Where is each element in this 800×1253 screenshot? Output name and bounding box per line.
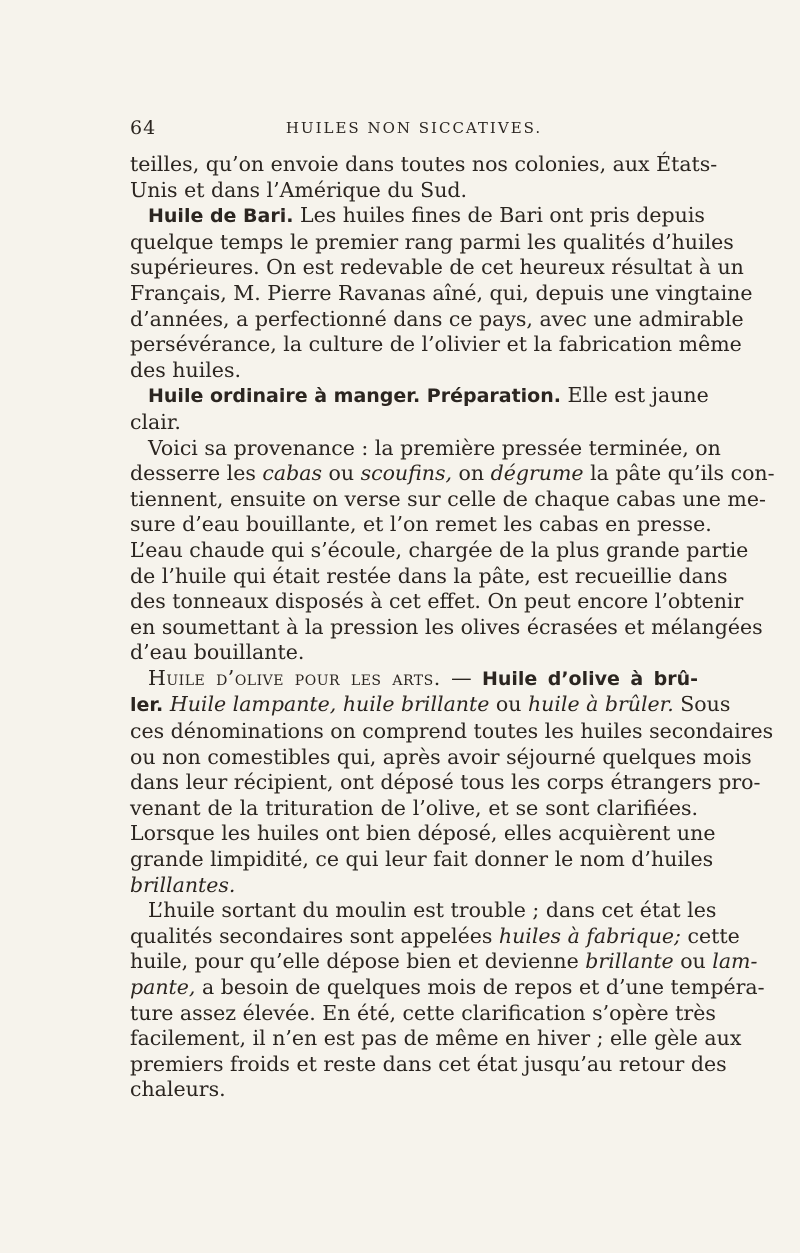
text-run: tiennent, ensuite on verse sur celle de chaque cabas une me- — [130, 486, 766, 511]
bold-heading-run: Huile ordinaire à manger. Préparation. — [148, 385, 561, 408]
text-line — [130, 1026, 742, 1052]
text-run: clair. — [130, 409, 181, 434]
text-run: ou — [321, 461, 361, 486]
text-line — [130, 410, 698, 436]
text-line — [130, 537, 749, 564]
text-line — [130, 898, 717, 924]
text-line — [130, 152, 718, 178]
text-run: ture assez élevée. En été, cette clarification s’opère très — [130, 1000, 716, 1025]
text-run: huile, pour qu’elle dépose bien et devienne — [130, 949, 586, 974]
body-text — [130, 152, 775, 1103]
text-line — [130, 589, 744, 615]
text-run: Elle est jaune — [560, 383, 709, 408]
text-line — [130, 358, 698, 384]
text-line — [130, 719, 774, 745]
text-run: des tonneaux disposés à cet effet. On peut encore l’obtenir — [130, 589, 744, 614]
text-run: qualités secondaires sont appelées — [130, 923, 499, 948]
italic-run: huile à brûler. — [527, 692, 674, 717]
text-line — [130, 666, 698, 693]
text-line — [130, 255, 744, 281]
text-run: en soumettant à la pression les olives écrasées et mélangées — [130, 614, 763, 639]
text-run: desserre les — [130, 461, 263, 486]
text-line — [130, 1051, 727, 1078]
text-line — [130, 1077, 698, 1103]
text-line — [130, 563, 728, 590]
text-run: grande limpidité, ce qui leur fait donner le nom d’huiles — [130, 847, 714, 872]
text-line — [130, 821, 716, 847]
page-header — [130, 117, 698, 147]
text-run: quelque temps le premier rang parmi les qualités d’huiles — [130, 229, 734, 254]
text-run: premiers froids et reste dans cet état jusqu’au retour des — [130, 1051, 727, 1076]
italic-run: scoufins, — [360, 461, 453, 486]
text-run: supérieures. On est redevable de cet heureux résultat à un — [130, 255, 744, 280]
small-caps-run: Huile d’olive pour les arts. — [148, 665, 441, 690]
text-line — [130, 923, 740, 950]
italic-run: cabas — [262, 461, 322, 486]
text-run: persévérance, la culture de l’olivier et la fabrication même — [130, 332, 742, 357]
text-line — [130, 796, 698, 822]
text-line — [130, 744, 752, 771]
text-line — [130, 873, 698, 899]
text-run: Unis et dans l’Amérique du Sud. — [130, 177, 468, 202]
italic-run: brillante — [585, 949, 674, 974]
text-run: des huiles. — [130, 357, 241, 382]
italic-run: pante, — [130, 975, 196, 999]
page-number: 64 — [130, 117, 157, 139]
text-run: d’années, a perfectionné dans ce pays, avec une admirable — [130, 306, 744, 331]
bold-heading-run: ler. — [130, 694, 164, 717]
text-run: on — [452, 461, 491, 486]
bold-heading-run: Huile d’olive à brû- — [481, 667, 699, 690]
text-line — [130, 770, 761, 796]
italic-run: brillantes. — [130, 872, 236, 897]
text-run: Français, M. Pierre Ravanas aîné, qui, depuis une vingtaine — [130, 280, 753, 305]
text-run: d’eau bouillante. — [130, 640, 305, 665]
text-run: ces dénominations on comprend toutes les huiles secondaires — [130, 719, 774, 744]
text-line — [130, 203, 705, 230]
text-line — [130, 614, 763, 641]
text-run: facilement, il n’en est pas de même en hiver ; elle gèle aux — [130, 1026, 742, 1051]
italic-run: Huile lampante, huile brillante — [169, 692, 490, 717]
text-run: L’huile sortant du moulin est trouble ; dans cet état les — [148, 898, 717, 923]
text-run: ou — [673, 949, 713, 974]
text-line — [130, 178, 698, 204]
text-run: la pâte qu’ils con- — [583, 461, 775, 486]
text-line — [130, 692, 731, 719]
text-line — [130, 512, 712, 538]
text-run: L’eau chaude qui s’écoule, chargée de la plus grande partie — [130, 537, 749, 562]
text-line — [130, 949, 758, 975]
italic-run: huiles à fabrique; — [498, 923, 681, 948]
text-line — [130, 280, 753, 307]
text-run: sure d’eau bouillante, et l’on remet les cabas en presse. — [130, 512, 712, 537]
text-run: Lorsque les huiles ont bien déposé, elles acquièrent une — [130, 821, 716, 846]
italic-run: lam- — [712, 949, 758, 974]
italic-run: dégrume — [490, 461, 584, 486]
text-run: de l’huile qui était restée dans la pâte, est recueillie dans — [130, 563, 728, 588]
text-run: a besoin de quelques mois de repos et d’une tempéra- — [195, 975, 765, 999]
text-line — [130, 435, 721, 462]
text-line — [130, 229, 734, 256]
text-run: chaleurs. — [130, 1077, 226, 1102]
text-line — [130, 332, 742, 358]
text-line — [130, 383, 709, 410]
text-line — [130, 975, 765, 1001]
bold-heading-run: Huile de Bari. — [148, 205, 294, 228]
running-title: HUILES NON SICCATIVES. — [285, 119, 543, 137]
text-run: ou — [489, 692, 528, 717]
text-line — [130, 1000, 716, 1027]
text-run: dans leur récipient, ont déposé tous les corps étrangers pro- — [130, 770, 761, 795]
text-line — [130, 640, 698, 666]
text-run: cette — [680, 923, 740, 948]
text-line — [130, 486, 766, 513]
text-run: — — [440, 665, 482, 690]
text-line — [130, 847, 714, 873]
text-line — [130, 306, 744, 333]
text-run: teilles, qu’on envoie dans toutes nos colonies, aux États- — [130, 152, 718, 176]
text-run: ou non comestibles qui, après avoir séjourné quelques mois — [130, 744, 752, 769]
text-run: venant de la trituration de l’olive, et se sont clarifiées. — [130, 795, 698, 820]
text-line — [130, 461, 775, 487]
text-run: Les huiles fines de Bari ont pris depuis — [293, 203, 705, 228]
text-run: Voici sa provenance : la première pressée terminée, on — [148, 435, 721, 460]
text-run: Sous — [673, 692, 731, 717]
